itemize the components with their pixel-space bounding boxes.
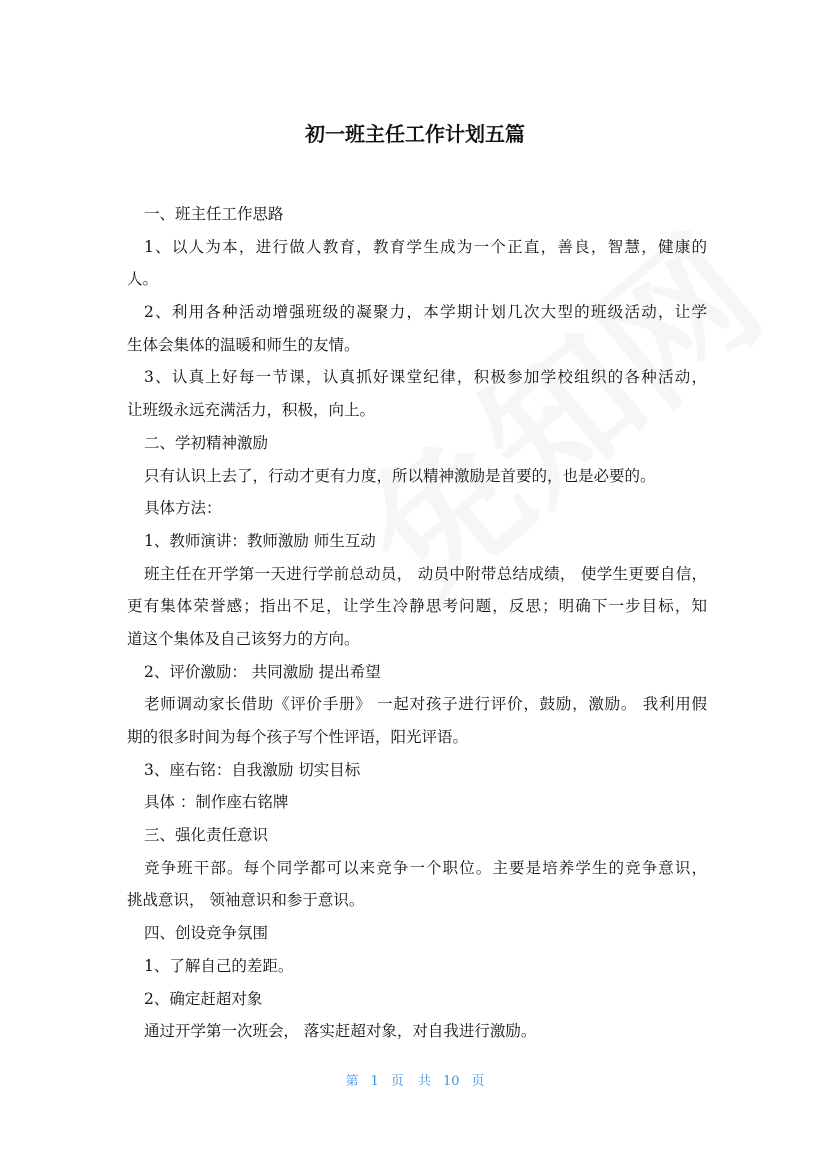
- total-pages: 10: [442, 1074, 460, 1089]
- text-line: 3、认真上好每一节课，认真抓好课堂纪律，积极参加学校组织的各种活动，: [144, 368, 707, 387]
- text-line: 2、确定赶超对象: [144, 989, 263, 1008]
- text-line: 四、创设竞争氛围: [144, 924, 269, 943]
- text-line: 通过开学第一次班会， 落实赶超对象，对自我进行激励。: [144, 1022, 537, 1041]
- current-page: 1: [370, 1074, 379, 1089]
- text-line: 挑战意识， 领袖意识和参于意识。: [127, 891, 365, 910]
- text-line: 班主任在开学第一天进行学前总动员， 动员中附带总结成绩， 使学生更要自信，: [144, 564, 707, 583]
- text-line: 一、班主任工作思路: [144, 205, 284, 223]
- text-line: 更有集体荣誉感；指出不足，让学生冷静思考问题，反思；明确下一步目标，知: [127, 597, 707, 616]
- footer-suffix: 页: [471, 1074, 485, 1089]
- footer-mid: 页 共: [390, 1074, 431, 1089]
- text-line: 2、利用各种活动增强班级的凝聚力，本学期计划几次大型的班级活动，让学: [144, 303, 707, 322]
- text-line: 具体方法：: [144, 499, 222, 518]
- text-line: 人。: [127, 270, 159, 289]
- text-line: 道这个集体及自己该努力的方向。: [127, 629, 360, 648]
- text-line: 期的很多时间为每个孩子写个性评语，阳光评语。: [127, 728, 469, 746]
- text-line: 二、学初精神激励: [144, 433, 269, 452]
- text-line: 生体会集体的温暖和师生的友情。: [127, 335, 360, 354]
- page-footer: [0, 1070, 830, 1089]
- text-line: 1、教师演讲：教师激励 师生互动: [144, 531, 376, 550]
- text-line: 2、评价激励： 共同激励 提出希望: [144, 662, 381, 681]
- text-line: 3、座右铭：自我激励 切实目标: [144, 760, 361, 779]
- text-line: 竞争班干部。每个同学都可以来竞争一个职位。主要是培养学生的竞争意识，: [144, 858, 707, 877]
- text-line: 老师调动家长借助《评价手册》 一起对孩子进行评价，鼓励，激励。 我利用假: [144, 695, 707, 714]
- document-body: [127, 198, 707, 1048]
- text-line: 1、了解自己的差距。: [144, 956, 294, 975]
- text-line: 具体 ：制作座右铭牌: [144, 793, 289, 812]
- footer-prefix: 第: [345, 1074, 359, 1089]
- document-title: 初一班主任工作计划五篇: [305, 122, 525, 146]
- text-line: 1、以人为本，进行做人教育，教育学生成为一个正直，善良，智慧，健康的: [144, 237, 707, 256]
- text-line: 只有认识上去了，行动才更有力度，所以精神激励是首要的，也是必要的。: [144, 466, 656, 485]
- text-line: 让班级永远充满活力，积极，向上。: [127, 401, 376, 420]
- text-line: 三、强化责任意识: [144, 826, 269, 845]
